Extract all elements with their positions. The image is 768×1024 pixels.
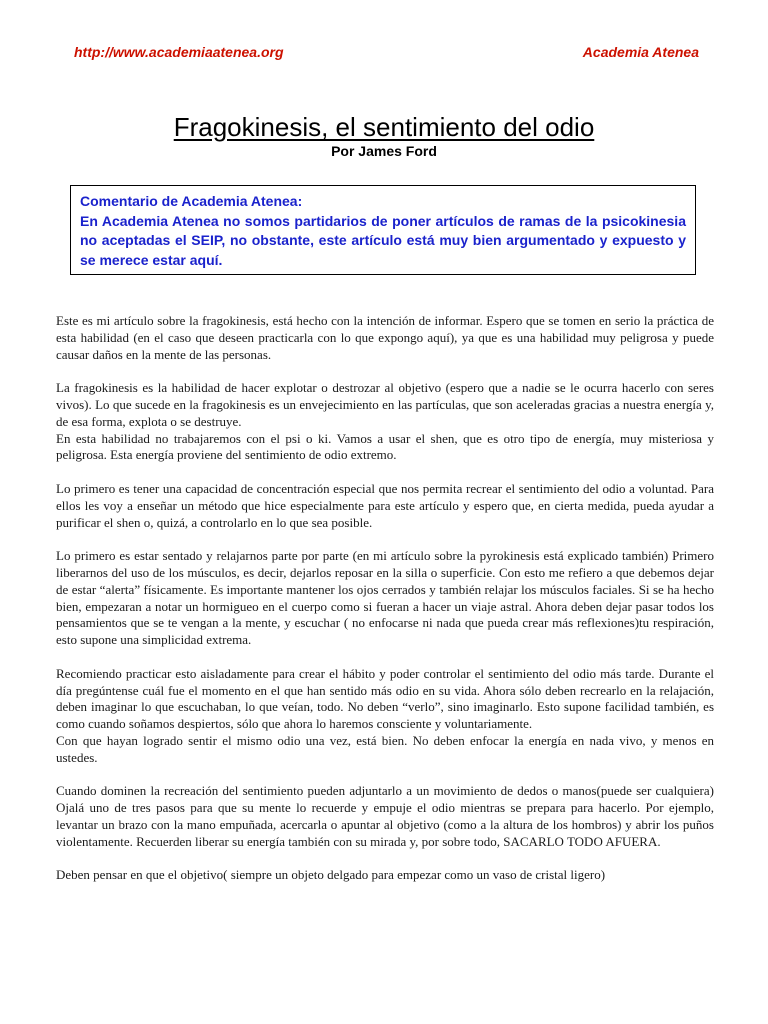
paragraph: Lo primero es tener una capacidad de concentración especial que nos permita recrear el sentimiento del odio a voluntad. Para ellos les voy a enseñar un método que hice especialmente para este artículo y espero que, en cierta medida, pueda ayudar a purificar el shen o, quizá, a controlarlo en lo que sea posible. bbox=[56, 480, 714, 530]
article-body bbox=[56, 313, 714, 901]
paragraph: La fragokinesis es la habilidad de hacer explotar o destrozar al objetivo (espero que a nadie se le ocurra hacerlo con seres vivos). Lo que sucede en la fragokinesis es un envejecimiento en las partículas, que son aceleradas gracias a nuestra energía y, de esa forma, explota o se destruye. bbox=[56, 380, 714, 429]
paragraph: Cuando dominen la recreación del sentimiento pueden adjuntarlo a un movimiento de dedos o manos(puede ser cualquiera) Ojalá uno de tres pasos para que su mente lo recuerde y empuje el odio mientras se prepara para hacerlo. Por ejemplo, levantar un brazo con la mano empuñada, acercarla o apuntar al objetivo (como a la altura de los hombros) y abrir los puños violentamente. Recuerden liberar su energía también con su mirada y, por sobre todo, SACARLO TODO AFUERA. bbox=[56, 783, 714, 849]
comment-box bbox=[70, 185, 696, 275]
site-url-link[interactable]: http://www.academiaatenea.org bbox=[74, 44, 284, 60]
article-title: Fragokinesis, el sentimiento del odio bbox=[173, 112, 595, 142]
article-author: Por James Ford bbox=[331, 143, 437, 159]
paragraph: Recomiendo practicar esto aisladamente para crear el hábito y poder controlar el sentimiento del odio más tarde. Durante el día pregúntense cuál fue el momento en el que han sentido más odio en su vida. Ahora sólo deben recrearlo en la relajación, deben imaginar lo que escuchaban, lo que veían, todo. No deben “verlo”, sino imaginarlo. Esto supone facilidad también, es como cuando soñamos despiertos, sólo que ahora lo haremos consciente y voluntariamente. bbox=[56, 665, 714, 732]
paragraph: Lo primero es estar sentado y relajarnos parte por parte (en mi artículo sobre la pyrokinesis está explicado también) Primero liberarnos del uso de los músculos, es decir, dejarlos reposar en la silla o superficie. Con esto me refiero a que debemos dejar de estar “alerta” físicamente. Es importante mantener los ojos cerrados y también relajar los músculos faciales. Si se ha hecho bien, empezaran a notar un hormigueo en el cuerpo como si fueran a hacer un viaje astral. Ahora deben dejar pasar todos los pensamientos que se te vengan a la mente, y escuchar ( no enfocarse ni nada que pueda crear más reflexiones)tu respiración, esto supone una simplicidad extrema. bbox=[56, 548, 714, 648]
paragraph: En esta habilidad no trabajaremos con el psi o ki. Vamos a usar el shen, que es otro tipo de energía, muy misteriosa y peligrosa. Esta energía proviene del sentimiento de odio extremo. bbox=[56, 430, 714, 463]
page-header bbox=[0, 44, 768, 66]
comment-title: Comentario de Academia Atenea: bbox=[80, 193, 303, 209]
site-brand: Academia Atenea bbox=[582, 44, 699, 60]
paragraph: Este es mi artículo sobre la fragokinesis, está hecho con la intención de informar. Espero que se tomen en serio la práctica de esta habilidad (en el caso que deseen practicarla con lo que expongo aquí), ya que es una habilidad muy peligrosa y puede causar daños en la mente de las personas. bbox=[56, 313, 714, 362]
comment-body: En Academia Atenea no somos partidarios de poner artículos de ramas de la psicokinesia no aceptadas el SEIP, no obstante, este artículo está muy bien argumentado y expuesto y se merece estar aquí. bbox=[80, 212, 686, 268]
paragraph: Deben pensar en que el objetivo( siempre un objeto delgado para empezar como un vaso de cristal ligero) bbox=[56, 867, 606, 883]
paragraph: Con que hayan logrado sentir el mismo odio una vez, está bien. No deben enfocar la energía en nada vivo, y menos en ustedes. bbox=[56, 732, 714, 765]
